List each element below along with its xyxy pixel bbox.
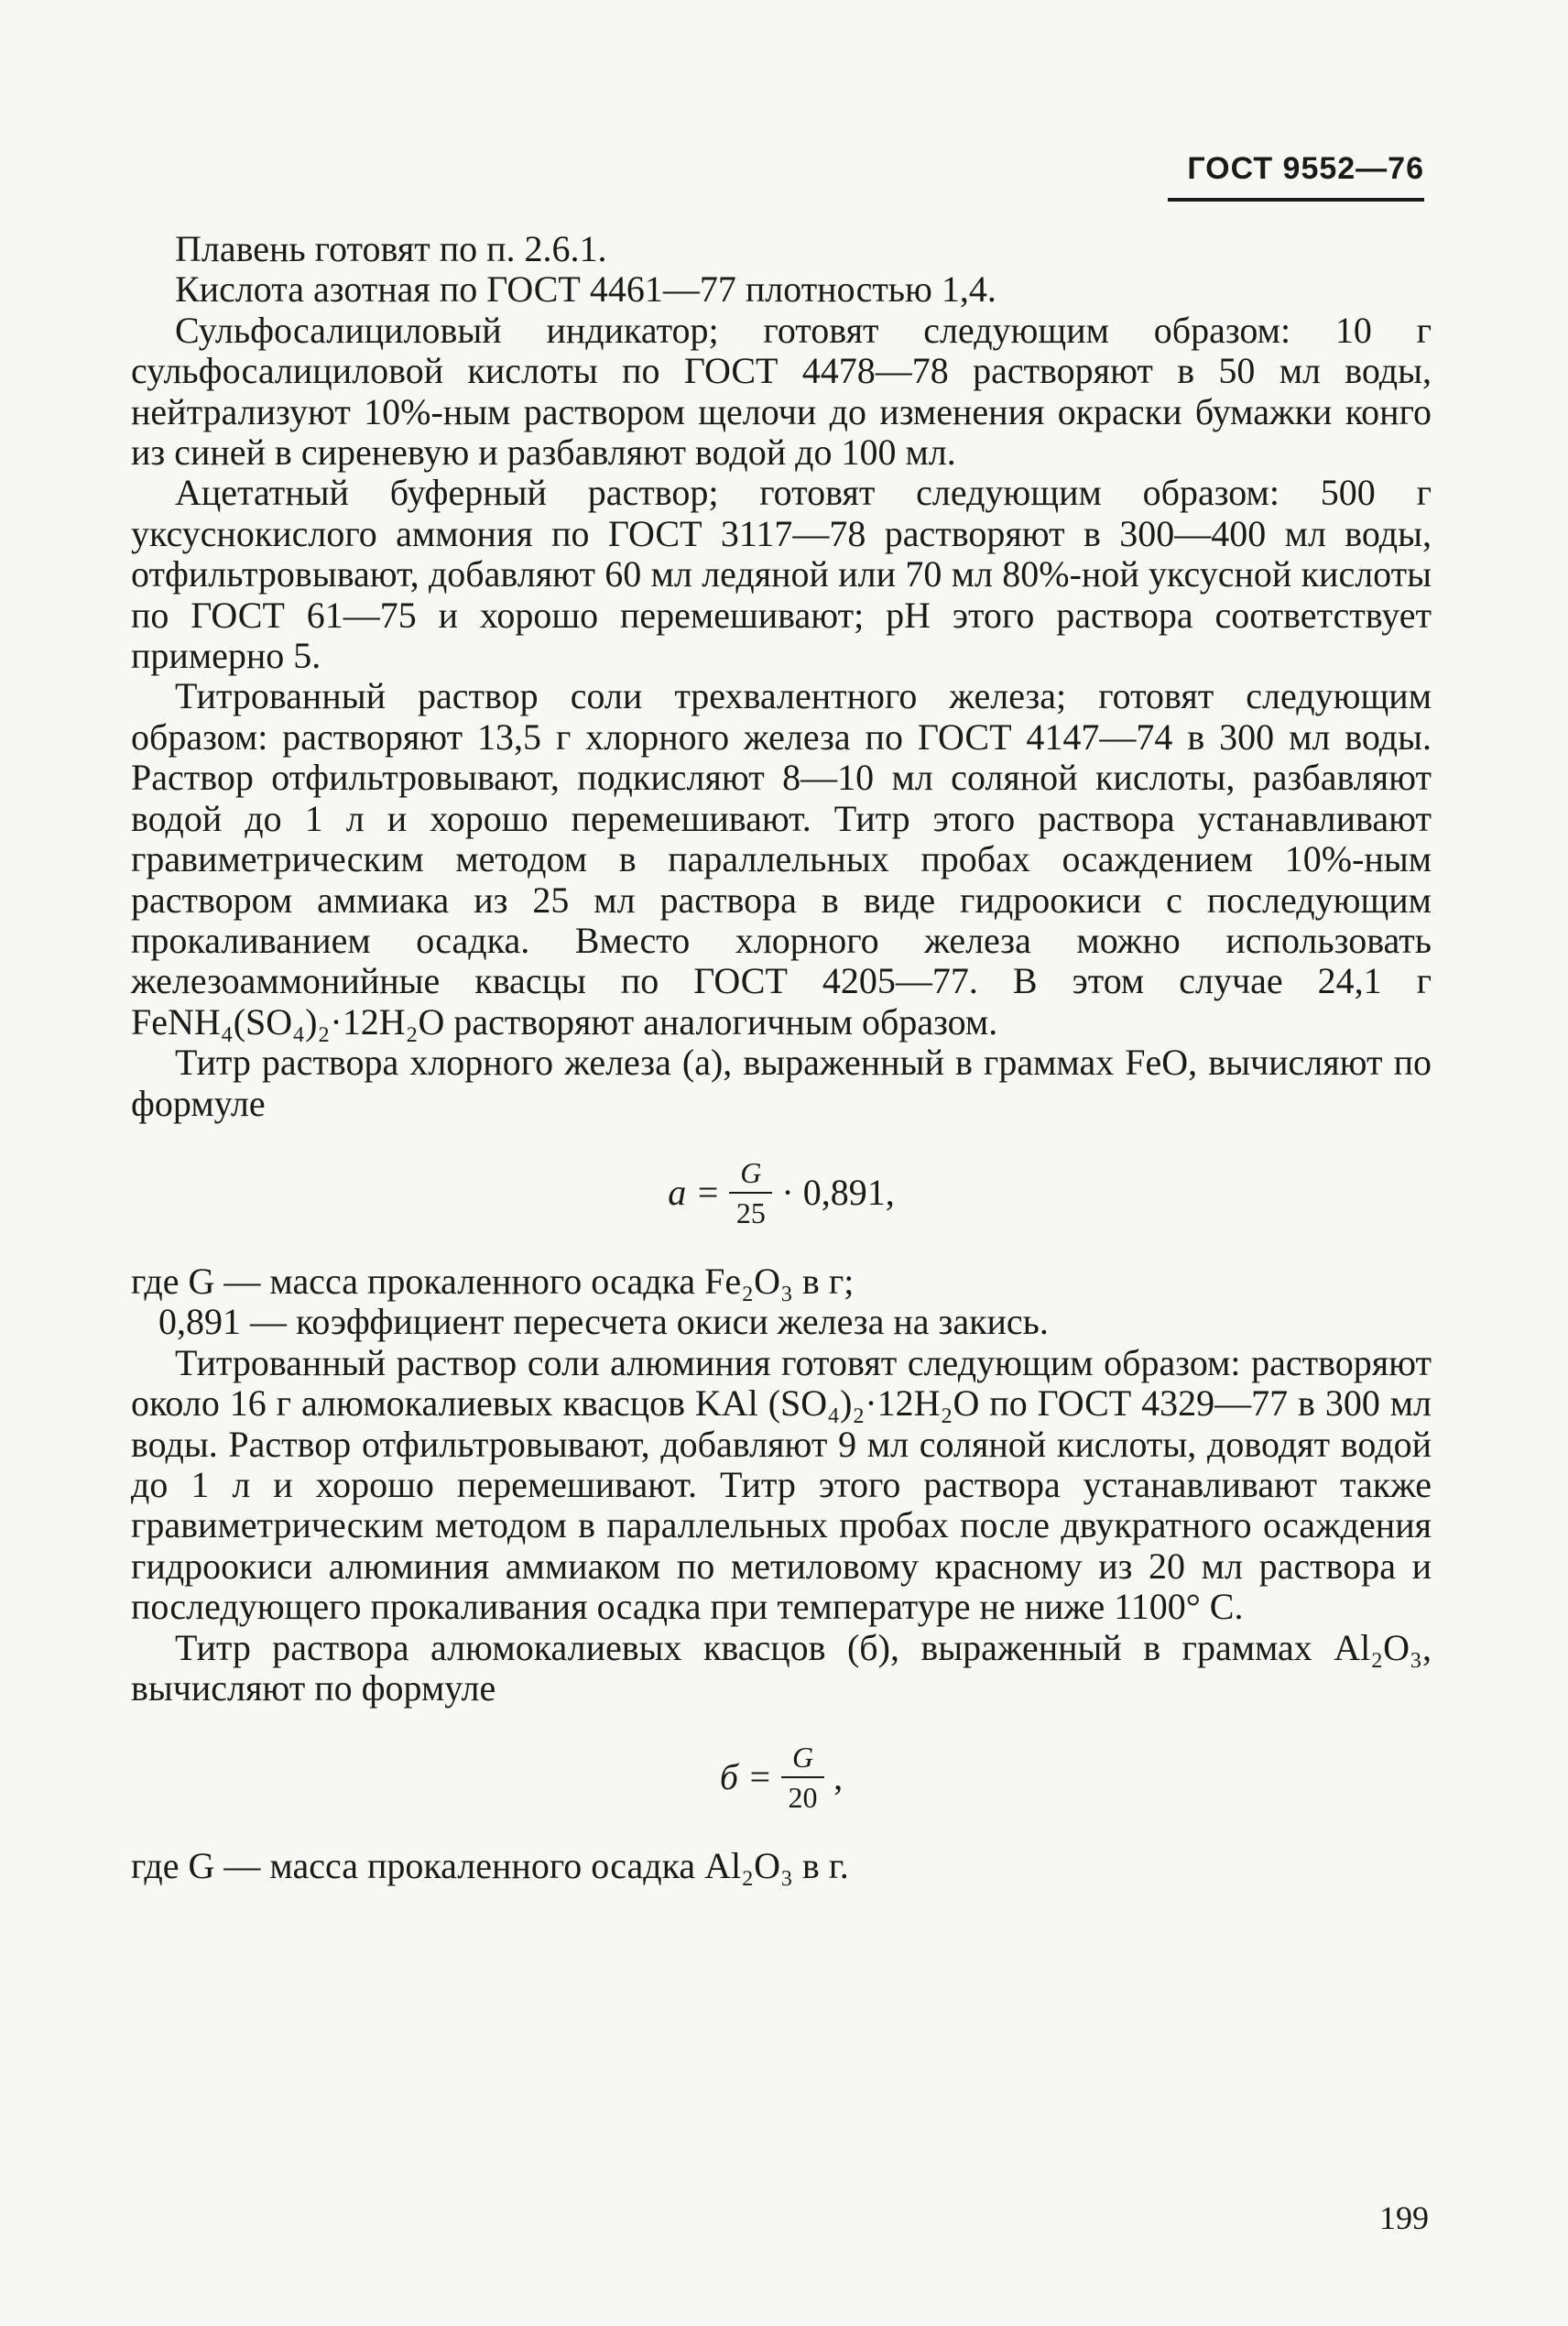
paragraph-acetate-buffer: Ацетатный буферный раствор; готовят следующим образом: 500 г уксуснокислого аммония по ГОСТ 3117—78 растворяют в 300—400 мл воды, отфильтровывают, добавляют 60 мл ледяной или 70 мл 80%-ной уксусной кислоты по ГОСТ 61—75 и хорошо перемешивают; pH этого раствора соответствует примерно 5. [131, 472, 1432, 677]
paragraph-alum-titer-intro: Титр раствора алюмокалиевых квасцов (б), выраженный в граммах Al₂O₃, вычисляют по формуле [131, 1626, 1432, 1709]
formula-iron-titer [131, 1124, 1432, 1261]
formula-alum-titer [131, 1709, 1432, 1846]
formula-a-fraction [729, 1155, 772, 1231]
formula-a-denominator: 25 [735, 1196, 766, 1229]
formula-a-where: где G — масса прокаленного осадка Fe₂O₃ в г; [131, 1260, 855, 1302]
paragraph-aluminium-solution: Титрованный раствор соли алюминия готовят следующим образом: растворяют около 16 г алюмокалиевых квасцов KAl (SO₄)₂·12H₂O по ГОСТ 4329—77 в 300 мл воды. Раствор отфильтровывают, добавляют 9 мл соляной кислоты, доводят водой до 1 л и хорошо перемешивают. Титр этого раствора устанавливают также гравиметрическим методом в параллельных пробах после двукратного осаждения гидроокиси алюминия аммиаком по метиловому красному из 20 мл раствора и последующего прокаливания осадка при температуре не ниже 1100° С. [131, 1341, 1432, 1628]
paragraph-iron-solution: Титрованный раствор соли трехвалентного железа; готовят следующим образом: растворяют 13,5 г хлорного железа по ГОСТ 4147—74 в 300 мл воды. Раствор отфильтровывают, подкисляют 8—10 мл соляной кислоты, разбавляют водой до 1 л и хорошо перемешивают. Титр этого раствора устанавливают гравиметрическим методом в параллельных пробах осаждением 10%-ным раствором аммиака из 25 мл раствора в виде гидроокиси с последующим прокаливанием осадка. Вместо хлорного железа можно использовать железоаммонийные квасцы по ГОСТ 4205—77. В этом случае 24,1 г FeNH₄(SO₄)₂·12H₂O растворяют аналогичным образом. [131, 675, 1432, 1043]
formula-b-fraction [781, 1740, 824, 1816]
page-number: 199 [1379, 2200, 1429, 2236]
formula-b-lhs: б = [719, 1756, 772, 1798]
paragraph-flux: Плавень готовят по п. 2.6.1. [175, 228, 607, 269]
paragraph-iron-titer-intro: Титр раствора хлорного железа (а), выраженный в граммах FeO, вычисляют по формуле [131, 1042, 1432, 1124]
formula-a-coefficient: 0,891 — коэффициент пересчета окиси железа на закись. [158, 1301, 1049, 1343]
formula-a-numerator: G [729, 1155, 772, 1194]
body-text [131, 229, 1432, 1887]
paragraph-sulfosalicylic-indicator: Сульфосалициловый индикатор; готовят следующим образом: 10 г сульфосалициловой кислоты по ГОСТ 4478—78 растворяют в 50 мл воды, нейтрализуют 10%-ным раствором щелочи до изменения окраски бумажки конго из синей в сиреневую и разбавляют водой до 100 мл. [131, 309, 1432, 474]
standard-code-header: ГОСТ 9552—76 [1168, 151, 1424, 202]
formula-b-where: где G — масса прокаленного осадка Al₂O₃ в г. [131, 1845, 849, 1887]
formula-b-numerator: G [781, 1740, 824, 1778]
formula-b-tail: , [833, 1756, 844, 1798]
paragraph-nitric-acid: Кислота азотная по ГОСТ 4461—77 плотностью 1,4. [175, 268, 996, 311]
formula-b-denominator: 20 [788, 1781, 818, 1815]
formula-a-lhs: а = [668, 1171, 721, 1213]
formula-a-tail: · 0,891, [781, 1171, 895, 1213]
